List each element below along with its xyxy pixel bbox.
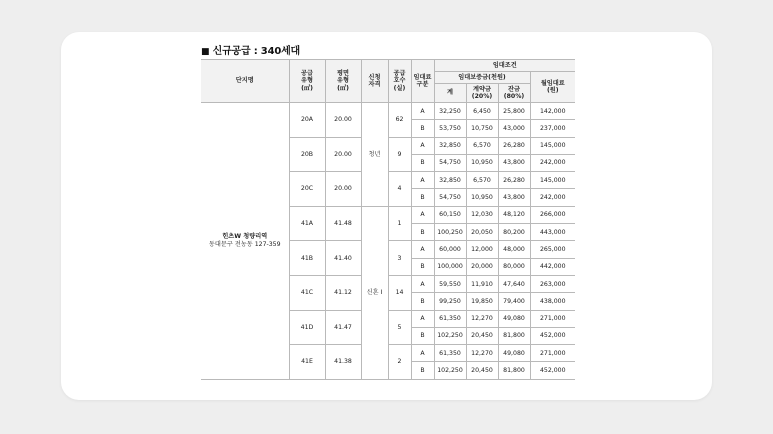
deposit-balance-cell: 47,640 xyxy=(498,275,530,292)
complex-cell xyxy=(201,103,289,380)
deposit-balance-cell: 26,280 xyxy=(498,172,530,189)
header-qualification: 신청 자격 xyxy=(361,60,388,103)
monthly-rent-cell: 271,000 xyxy=(530,310,575,327)
monthly-rent-cell: 443,000 xyxy=(530,224,575,241)
supply-units-cell: 1 xyxy=(388,206,411,241)
monthly-rent-cell: 142,000 xyxy=(530,103,575,120)
area-type-cell: 41.38 xyxy=(325,345,361,380)
deposit-contract-cell: 12,000 xyxy=(466,241,498,258)
deposit-total-cell: 102,250 xyxy=(434,327,466,344)
deposit-total-cell: 60,000 xyxy=(434,241,466,258)
supply-type-cell: 20C xyxy=(289,172,325,207)
deposit-contract-cell: 10,950 xyxy=(466,154,498,171)
lease-division-cell: A xyxy=(411,103,434,120)
supply-table xyxy=(201,59,575,380)
lease-division-cell: A xyxy=(411,137,434,154)
qualification-cell: 신혼 Ⅰ xyxy=(361,206,388,379)
area-type-cell: 20.00 xyxy=(325,172,361,207)
lease-division-cell: B xyxy=(411,327,434,344)
monthly-rent-cell: 237,000 xyxy=(530,120,575,137)
supply-units-cell: 9 xyxy=(388,137,411,172)
lease-division-cell: B xyxy=(411,362,434,379)
supply-units-cell: 3 xyxy=(388,241,411,276)
area-type-cell: 41.40 xyxy=(325,241,361,276)
header-supply-units: 공급 호수 (실) xyxy=(388,60,411,103)
monthly-rent-cell: 265,000 xyxy=(530,241,575,258)
deposit-balance-cell: 25,800 xyxy=(498,103,530,120)
complex-address: 동대문구 전농동 127-359 xyxy=(208,241,281,249)
section-heading xyxy=(201,42,300,57)
deposit-total-cell: 60,150 xyxy=(434,206,466,223)
lease-division-cell: B xyxy=(411,224,434,241)
deposit-balance-cell: 79,400 xyxy=(498,293,530,310)
deposit-contract-cell: 6,570 xyxy=(466,137,498,154)
monthly-rent-cell: 145,000 xyxy=(530,137,575,154)
monthly-rent-cell: 442,000 xyxy=(530,258,575,275)
deposit-total-cell: 54,750 xyxy=(434,189,466,206)
section-title: 신규공급 : 340세대 xyxy=(212,46,301,57)
header-deposit-balance: 잔금 (80%) xyxy=(498,84,530,103)
deposit-contract-cell: 20,000 xyxy=(466,258,498,275)
monthly-rent-cell: 438,000 xyxy=(530,293,575,310)
deposit-contract-cell: 20,450 xyxy=(466,327,498,344)
deposit-total-cell: 61,350 xyxy=(434,345,466,362)
deposit-total-cell: 32,850 xyxy=(434,137,466,154)
header-complex: 단지명 xyxy=(201,60,289,103)
header-lease-conditions: 임대조건 xyxy=(434,60,575,72)
lease-division-cell: A xyxy=(411,241,434,258)
lease-division-cell: B xyxy=(411,120,434,137)
deposit-balance-cell: 43,800 xyxy=(498,189,530,206)
lease-division-cell: A xyxy=(411,206,434,223)
table-row xyxy=(201,103,575,120)
deposit-balance-cell: 80,000 xyxy=(498,258,530,275)
supply-type-cell: 20A xyxy=(289,103,325,138)
deposit-contract-cell: 10,950 xyxy=(466,189,498,206)
lease-division-cell: B xyxy=(411,189,434,206)
deposit-balance-cell: 49,080 xyxy=(498,310,530,327)
lease-division-cell: A xyxy=(411,172,434,189)
supply-type-cell: 41D xyxy=(289,310,325,345)
monthly-rent-cell: 242,000 xyxy=(530,189,575,206)
deposit-contract-cell: 19,850 xyxy=(466,293,498,310)
deposit-total-cell: 32,250 xyxy=(434,103,466,120)
header-deposit-group: 임대보증금(천원) xyxy=(434,72,530,84)
table-header xyxy=(201,60,575,103)
deposit-balance-cell: 48,120 xyxy=(498,206,530,223)
supply-type-cell: 20B xyxy=(289,137,325,172)
supply-units-cell: 62 xyxy=(388,103,411,138)
lease-division-cell: A xyxy=(411,345,434,362)
complex-name: 힌츠W 청량리역 xyxy=(222,233,268,241)
area-type-cell: 20.00 xyxy=(325,137,361,172)
deposit-balance-cell: 80,200 xyxy=(498,224,530,241)
deposit-contract-cell: 11,910 xyxy=(466,275,498,292)
deposit-contract-cell: 12,030 xyxy=(466,206,498,223)
deposit-total-cell: 102,250 xyxy=(434,362,466,379)
qualification-cell: 청년 xyxy=(361,103,388,207)
header-area-type: 평면 유형 (㎡) xyxy=(325,60,361,103)
deposit-contract-cell: 12,270 xyxy=(466,310,498,327)
monthly-rent-cell: 266,000 xyxy=(530,206,575,223)
deposit-total-cell: 99,250 xyxy=(434,293,466,310)
supply-type-cell: 41E xyxy=(289,345,325,380)
deposit-balance-cell: 81,800 xyxy=(498,362,530,379)
deposit-balance-cell: 49,080 xyxy=(498,345,530,362)
deposit-total-cell: 53,750 xyxy=(434,120,466,137)
lease-division-cell: B xyxy=(411,293,434,310)
deposit-total-cell: 61,350 xyxy=(434,310,466,327)
deposit-contract-cell: 12,270 xyxy=(466,345,498,362)
deposit-balance-cell: 26,280 xyxy=(498,137,530,154)
header-lease-division: 임대료 구분 xyxy=(411,60,434,103)
deposit-balance-cell: 43,000 xyxy=(498,120,530,137)
monthly-rent-cell: 271,000 xyxy=(530,345,575,362)
header-deposit-total: 계 xyxy=(434,84,466,103)
table-body xyxy=(201,103,575,380)
monthly-rent-cell: 242,000 xyxy=(530,154,575,171)
supply-units-cell: 2 xyxy=(388,345,411,380)
lease-division-cell: A xyxy=(411,275,434,292)
area-type-cell: 41.12 xyxy=(325,275,361,310)
deposit-contract-cell: 20,450 xyxy=(466,362,498,379)
lease-division-cell: B xyxy=(411,154,434,171)
deposit-balance-cell: 81,800 xyxy=(498,327,530,344)
deposit-total-cell: 59,550 xyxy=(434,275,466,292)
header-monthly-rent: 월임대료 (원) xyxy=(530,72,575,103)
monthly-rent-cell: 452,000 xyxy=(530,362,575,379)
monthly-rent-cell: 145,000 xyxy=(530,172,575,189)
supply-type-cell: 41B xyxy=(289,241,325,276)
supply-type-cell: 41C xyxy=(289,275,325,310)
deposit-total-cell: 32,850 xyxy=(434,172,466,189)
deposit-balance-cell: 43,800 xyxy=(498,154,530,171)
lease-division-cell: A xyxy=(411,310,434,327)
deposit-contract-cell: 6,450 xyxy=(466,103,498,120)
area-type-cell: 41.47 xyxy=(325,310,361,345)
supply-units-cell: 5 xyxy=(388,310,411,345)
deposit-total-cell: 100,250 xyxy=(434,224,466,241)
lease-division-cell: B xyxy=(411,258,434,275)
deposit-contract-cell: 20,050 xyxy=(466,224,498,241)
area-type-cell: 41.48 xyxy=(325,206,361,241)
header-supply-type: 공급 유형 (㎡) xyxy=(289,60,325,103)
supply-type-cell: 41A xyxy=(289,206,325,241)
deposit-total-cell: 54,750 xyxy=(434,154,466,171)
monthly-rent-cell: 452,000 xyxy=(530,327,575,344)
deposit-balance-cell: 48,000 xyxy=(498,241,530,258)
header-deposit-contract: 계약금 (20%) xyxy=(466,84,498,103)
area-type-cell: 20.00 xyxy=(325,103,361,138)
square-bullet-icon: ■ xyxy=(201,47,210,57)
deposit-contract-cell: 6,570 xyxy=(466,172,498,189)
deposit-contract-cell: 10,750 xyxy=(466,120,498,137)
supply-units-cell: 4 xyxy=(388,172,411,207)
monthly-rent-cell: 263,000 xyxy=(530,275,575,292)
deposit-total-cell: 100,000 xyxy=(434,258,466,275)
supply-units-cell: 14 xyxy=(388,275,411,310)
